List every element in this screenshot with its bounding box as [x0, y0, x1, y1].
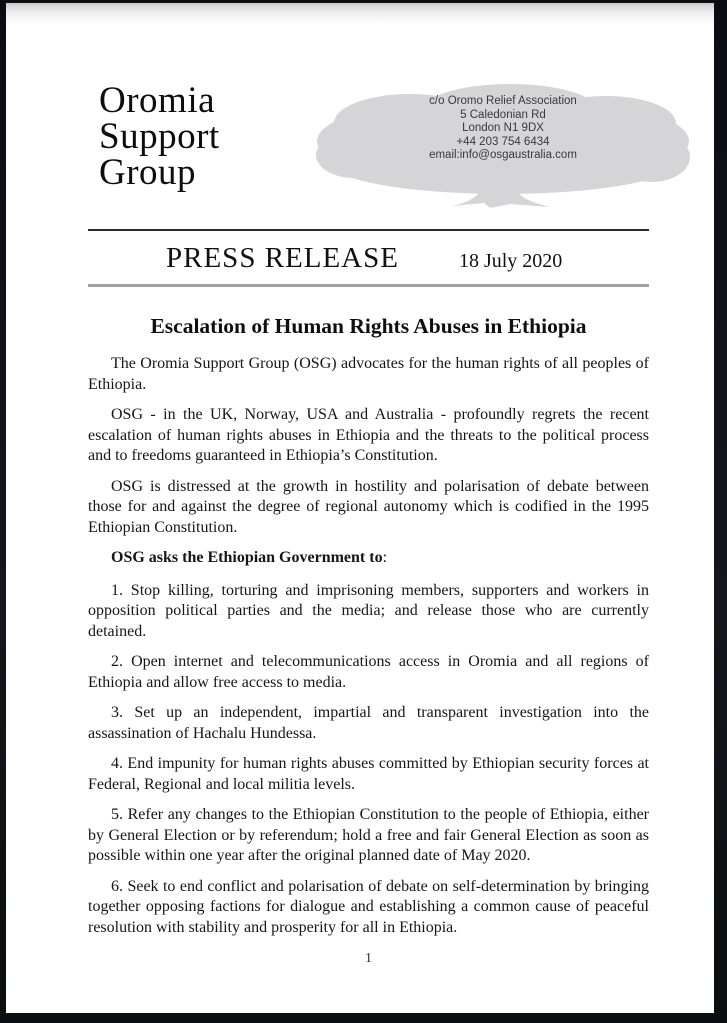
- demands-heading-colon: :: [382, 549, 388, 566]
- document-page: [6, 3, 714, 1013]
- press-release-label: PRESS RELEASE: [166, 242, 399, 274]
- logo-line: Support: [99, 116, 220, 157]
- press-release-rule: [88, 284, 649, 287]
- header-rule: [88, 229, 649, 231]
- tree-logo: [314, 83, 692, 209]
- paragraph-2: OSG - in the UK, Norway, USA and Australia - profoundly regrets the recent escalation of human rights abuses in Ethiopia and the threats to the political process and to freedoms guaranteed in Ethiopia’s Constitution.: [88, 406, 649, 464]
- logo-line: Group: [99, 152, 197, 193]
- demand-item-2: 2. Open internet and telecommunications access in Oromia and all regions of Ethiopia and allow free access to media.: [88, 653, 649, 691]
- demand-item-6: 6. Seek to end conflict and polarisation of debate on self-determination by bringing together opposing factions for dialogue and establishing a common cause of peaceful resolution with stability and prosperity for all in Ethiopia.: [88, 877, 649, 936]
- paragraph-3: OSG is distressed at the growth in hostility and polarisation of debate between those for and against the degree of regional autonomy which is codified in the 1995 Ethiopian Constitution.: [88, 477, 649, 536]
- demands-heading: [88, 548, 649, 569]
- letterhead: [6, 3, 714, 208]
- contact-block: [314, 95, 692, 163]
- press-release-row: [88, 242, 649, 279]
- page-number: 1: [365, 950, 372, 965]
- org-logo-text: [99, 80, 220, 193]
- document-title: Escalation of Human Rights Abuses in Ethiopia: [150, 314, 587, 338]
- contact-line: +44 203 754 6434: [456, 135, 550, 148]
- demand-item-5: 5. Refer any changes to the Ethiopian Constitution to the people of Ethiopia, either by General Election or by referendum; hold a free and fair General Election as soon as possible within one year after the original planned date of May 2020.: [88, 806, 649, 864]
- contact-line: London N1 9DX: [462, 122, 544, 134]
- logo-line: Oromia: [99, 80, 216, 121]
- paragraph-1: The Oromia Support Group (OSG) advocates for the human rights of all peoples of Ethiopia.: [88, 355, 649, 393]
- contact-line: 5 Caledonian Rd: [460, 108, 546, 121]
- demand-item-4: 4. End impunity for human rights abuses committed by Ethiopian security forces at Federal, Regional and local militia levels.: [88, 755, 649, 793]
- contact-line: c/o Oromo Relief Association: [429, 95, 577, 107]
- demands-heading-text: OSG asks the Ethiopian Government to: [111, 549, 383, 566]
- demand-item-1: 1. Stop killing, torturing and imprisoning members, supporters and workers in opposition political parties and the media; and release those who are currently detained.: [88, 581, 649, 640]
- demand-item-3: 3. Set up an independent, impartial and transparent investigation into the assassination of Hachalu Hundessa.: [88, 704, 649, 742]
- contact-line: email:info@osgaustralia.com: [429, 149, 577, 161]
- press-release-date: 18 July 2020: [458, 250, 563, 272]
- document-body: [6, 229, 714, 966]
